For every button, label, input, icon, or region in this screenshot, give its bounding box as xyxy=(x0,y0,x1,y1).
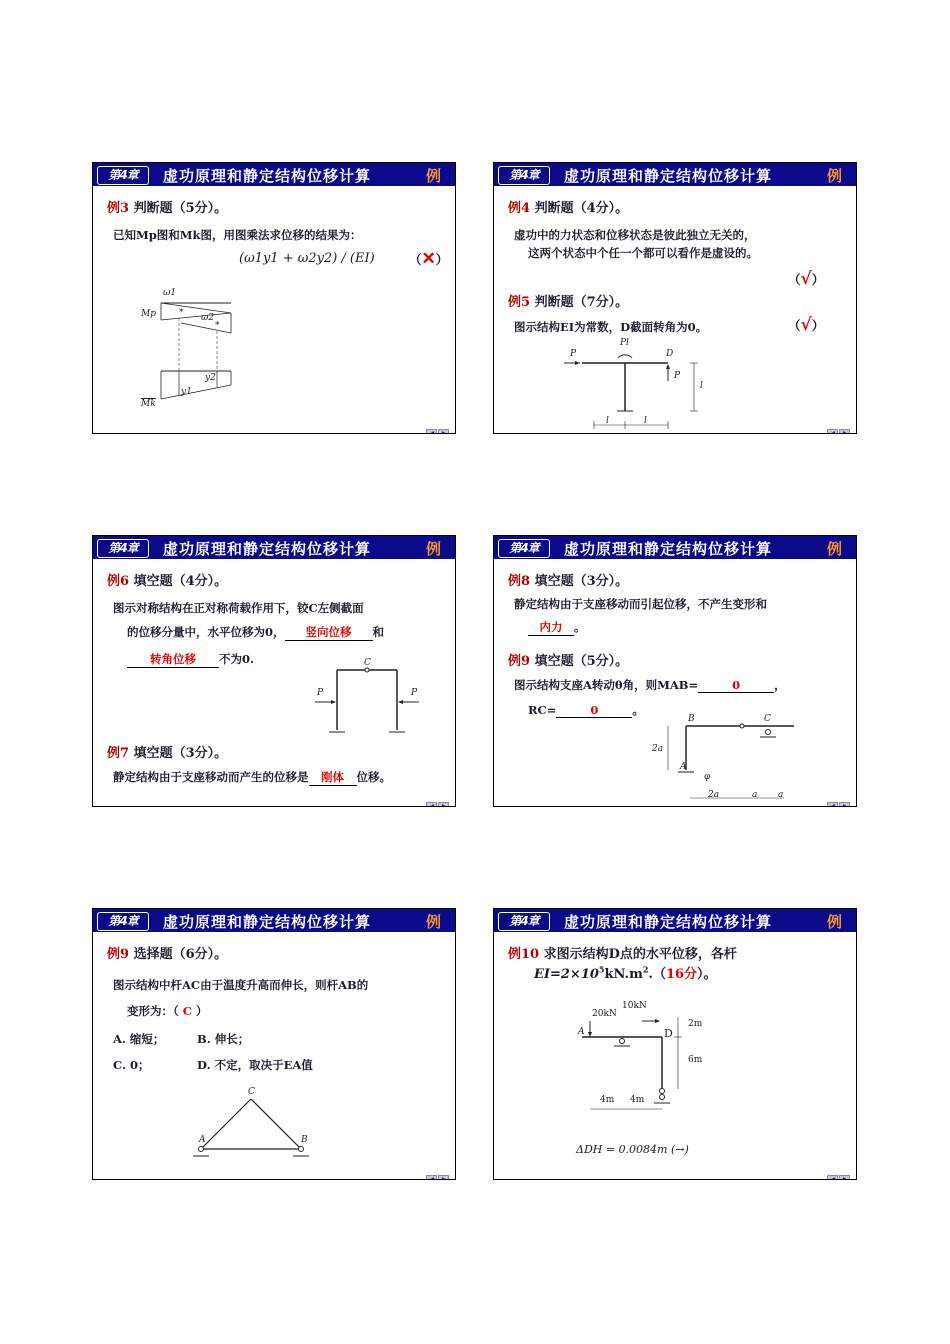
question-text: 变形为：（ C ） xyxy=(127,1004,208,1018)
label-mp: Mp xyxy=(141,309,156,319)
question-text: 这两个状态中个任一个都可以看作是虚设的。 xyxy=(528,246,758,260)
label-span-l: l xyxy=(606,416,609,426)
slide-title: 虚功原理和静定结构位移计算 xyxy=(564,913,773,931)
label-span-a: a xyxy=(752,790,758,800)
label-y2: y2 xyxy=(205,373,216,383)
prev-icon[interactable] xyxy=(426,802,437,807)
label-phi: φ xyxy=(704,772,711,782)
next-icon[interactable] xyxy=(438,802,449,807)
slide-example-3 xyxy=(92,162,456,434)
label-span-l: l xyxy=(644,416,647,426)
label-c: C xyxy=(764,714,771,724)
answer-blank: 内力 xyxy=(528,619,574,636)
label-span-4m: 4m xyxy=(630,1095,645,1105)
question-text: 静定结构由于支座移动而引起位移，不产生变形和 xyxy=(514,597,767,611)
label-span-4m: 4m xyxy=(600,1095,615,1105)
question-heading: 例4 判断题（4分）。 xyxy=(508,201,629,216)
next-icon[interactable] xyxy=(839,429,850,434)
question-heading: 例8 填空题（3分）。 xyxy=(508,574,629,589)
slide-example-8-9 xyxy=(493,535,857,807)
label-force-10kn: 10kN xyxy=(622,1001,647,1011)
truss-diagram xyxy=(93,909,456,1180)
option-d: D. 不定，取决于EA值 xyxy=(197,1058,313,1072)
example-label: 例 xyxy=(425,540,441,558)
label-c: C xyxy=(364,658,371,668)
label-height-6m: 6m xyxy=(688,1055,703,1065)
chapter-badge: 第4章 xyxy=(498,912,550,931)
label-omega2: ω2 xyxy=(201,313,215,323)
option-b: B. 伸长； xyxy=(197,1032,250,1046)
label-omega1: ω1 xyxy=(163,288,177,298)
slide-example-6-7 xyxy=(92,535,456,807)
answer-mark: （✕） xyxy=(409,249,449,269)
question-heading: 例7 填空题（3分）。 xyxy=(107,746,228,761)
prev-icon[interactable] xyxy=(827,429,838,434)
chapter-badge: 第4章 xyxy=(498,166,550,185)
label-mk: $\overline{Mk}$ xyxy=(141,399,156,409)
label-p-horizontal: P xyxy=(570,349,577,359)
slide-title: 虚功原理和静定结构位移计算 xyxy=(564,540,773,558)
chapter-badge: 第4章 xyxy=(97,912,149,931)
label-pl: Pl xyxy=(620,338,629,348)
moment-diagrams xyxy=(93,163,456,434)
label-span-2a: 2a xyxy=(708,790,720,800)
portal-frame-diagram xyxy=(93,536,456,807)
next-icon[interactable] xyxy=(438,429,449,434)
label-b: B xyxy=(688,714,695,724)
example-label: 例 xyxy=(425,913,441,931)
question-text: 的位移分量中，水平位移为0， 竖向位移 和 xyxy=(127,625,385,639)
slide-nav[interactable] xyxy=(826,1168,852,1177)
label-height-2a: 2a xyxy=(652,744,664,754)
slide-nav[interactable] xyxy=(826,795,852,804)
prev-icon[interactable] xyxy=(426,429,437,434)
slide-example-10 xyxy=(493,908,857,1180)
question-text: $EI=2\times 10^5kN.m^2.(16$分）。 xyxy=(534,964,717,982)
label-p-vertical: P xyxy=(674,371,681,381)
chapter-badge: 第4章 xyxy=(97,166,149,185)
frame-diagram xyxy=(494,163,857,434)
question-text: 图示结构支座A转动θ角，则MAB= 0 ， xyxy=(514,678,786,692)
label-a: A xyxy=(578,1027,585,1037)
slide-title: 虚功原理和静定结构位移计算 xyxy=(163,167,372,185)
formula: (ω1y1 + ω2y2) / (EI) xyxy=(239,251,375,266)
example-label: 例 xyxy=(425,167,441,185)
label-d: D xyxy=(666,349,674,359)
svg-text:*: * xyxy=(179,308,184,318)
answer: C xyxy=(182,1004,192,1018)
label-c: C xyxy=(248,1087,255,1097)
answer-blank: 0 xyxy=(556,703,632,718)
next-icon[interactable] xyxy=(438,1175,449,1180)
question-heading: 例10 求图示结构D点的水平位移，各杆 xyxy=(508,947,737,962)
slide-title: 虚功原理和静定结构位移计算 xyxy=(163,913,372,931)
label-span-a: a xyxy=(778,790,784,800)
prev-icon[interactable] xyxy=(426,1175,437,1180)
slide-nav[interactable] xyxy=(826,422,852,431)
slide-title: 虚功原理和静定结构位移计算 xyxy=(163,540,372,558)
slide-example-4-5 xyxy=(493,162,857,434)
answer-mark: （√） xyxy=(788,315,825,335)
frame-diagram xyxy=(494,536,857,807)
label-p-right: P xyxy=(411,688,418,698)
question-text: 内力 。 xyxy=(528,619,586,636)
label-a: A xyxy=(199,1135,206,1145)
question-heading: 例3 判断题（5分）。 xyxy=(107,201,228,216)
label-d: D xyxy=(664,1027,673,1040)
question-heading: 例5 判断题（7分）。 xyxy=(508,295,629,310)
answer-blank: 转角位移 xyxy=(127,651,219,668)
question-text: 图示结构中杆AC由于温度升高而伸长，则杆AB的 xyxy=(113,978,369,992)
slide-title: 虚功原理和静定结构位移计算 xyxy=(564,167,773,185)
result-displacement: ΔDH = 0.0084m (→) xyxy=(576,1143,689,1156)
answer-blank: 0 xyxy=(698,678,774,693)
example-label: 例 xyxy=(826,167,842,185)
question-text: 静定结构由于支座移动而产生的位移是 刚体 位移。 xyxy=(113,770,391,784)
frame-diagram xyxy=(494,909,857,1180)
next-icon[interactable] xyxy=(839,1175,850,1180)
question-heading: 例9 选择题（6分）。 xyxy=(107,947,228,962)
answer-blank: 刚体 xyxy=(309,769,357,786)
label-height-2m: 2m xyxy=(688,1019,703,1029)
slide-nav[interactable] xyxy=(425,1168,451,1177)
question-text: 图示对称结构在正对称荷载作用下，铰C左侧截面 xyxy=(113,601,364,615)
slide-nav[interactable] xyxy=(425,422,451,431)
answer-blank: 竖向位移 xyxy=(285,624,373,641)
label-height-l: l xyxy=(700,381,703,391)
question-text: 转角位移 不为0. xyxy=(127,651,254,668)
example-label: 例 xyxy=(826,913,842,931)
slide-nav[interactable] xyxy=(425,795,451,804)
chapter-badge: 第4章 xyxy=(498,539,550,558)
label-force-20kn: 20kN xyxy=(592,1009,617,1019)
prev-icon[interactable] xyxy=(827,1175,838,1180)
example-label: 例 xyxy=(826,540,842,558)
label-a: A xyxy=(680,762,687,772)
next-icon[interactable] xyxy=(839,802,850,807)
question-text: 图示结构EI为常数，D截面转角为0。 xyxy=(514,320,708,334)
label-y1: y1 xyxy=(181,387,192,397)
svg-text:*: * xyxy=(215,321,220,331)
label-p-left: P xyxy=(317,688,324,698)
question-text: RC= 0 。 xyxy=(528,703,644,717)
question-text: 虚功中的力状态和位移状态是彼此独立无关的， xyxy=(514,228,756,242)
prev-icon[interactable] xyxy=(827,802,838,807)
question-heading: 例6 填空题（4分）。 xyxy=(107,574,228,589)
label-b: B xyxy=(301,1135,308,1145)
answer-mark: （√） xyxy=(788,269,825,289)
option-c: C. 0； xyxy=(113,1058,150,1072)
question-heading: 例9 填空题（5分）。 xyxy=(508,654,629,669)
slide-example-9-choice xyxy=(92,908,456,1180)
chapter-badge: 第4章 xyxy=(97,539,149,558)
question-text: 已知Mp图和Mk图，用图乘法求位移的结果为： xyxy=(113,228,362,242)
option-a: A. 缩短； xyxy=(113,1032,165,1046)
